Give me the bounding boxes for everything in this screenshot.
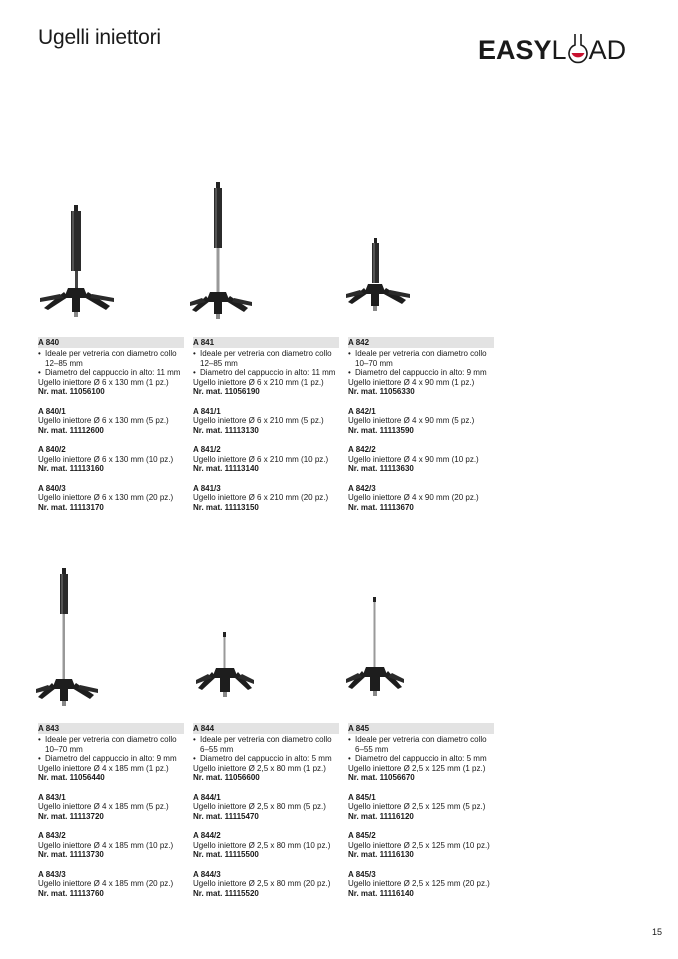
variant-code: A 844/1: [193, 792, 221, 802]
variant-material-number: Nr. mat. 11113630: [348, 464, 414, 473]
variant-material-number: Nr. mat. 11113150: [193, 502, 259, 512]
variant-code: A 844/3: [193, 869, 221, 879]
variant-block: [348, 484, 494, 513]
material-number: Nr. mat. 11056190: [193, 387, 260, 396]
product-description: Ugello iniettore Ø 6 x 210 mm (1 pz.): [193, 377, 324, 387]
variant-description: Ugello iniettore Ø 2,5 x 125 mm (20 pz.): [348, 879, 490, 888]
variant-material-number: Nr. mat. 11113670: [348, 502, 414, 512]
product-block: [193, 723, 339, 898]
variant-code: A 845/2: [348, 831, 376, 840]
product-description: Ugello iniettore Ø 4 x 90 mm (1 pz.): [348, 377, 475, 387]
variant-description: Ugello iniettore Ø 6 x 210 mm (10 pz.): [193, 454, 329, 464]
material-number: Nr. mat. 11056330: [348, 387, 415, 396]
variant-description: Ugello iniettore Ø 4 x 90 mm (10 pz.): [348, 454, 479, 464]
feature-list: [348, 349, 494, 378]
variant-material-number: Nr. mat. 11115520: [193, 888, 259, 898]
variant-description: Ugello iniettore Ø 4 x 185 mm (20 pz.): [38, 879, 174, 888]
product-block: [348, 723, 494, 898]
variant-block: [38, 870, 184, 899]
variant-block: [348, 445, 494, 474]
variant-code: A 843/1: [38, 792, 66, 802]
product-code: A 842: [348, 337, 494, 348]
feature-list: [38, 735, 184, 764]
variant-description: Ugello iniettore Ø 2,5 x 80 mm (20 pz.): [193, 879, 331, 888]
material-number: Nr. mat. 11056440: [38, 773, 105, 782]
variant-block: [348, 831, 494, 860]
variant-material-number: Nr. mat. 11113590: [348, 425, 414, 435]
variant-material-number: Nr. mat. 11113170: [38, 502, 104, 512]
variant-description: Ugello iniettore Ø 2,5 x 125 mm (10 pz.): [348, 840, 490, 850]
feature-item: • Ideale per vetreria con diametro collo 6–55 mm: [193, 735, 339, 754]
variant-material-number: Nr. mat. 11113130: [193, 425, 259, 435]
variant-code: A 841/2: [193, 445, 221, 454]
injector-nozzle-image-a842: [344, 232, 414, 322]
variant-block: [38, 831, 184, 860]
feature-item: • Diametro del cappuccio in alto: 5 mm: [348, 754, 494, 764]
variant-block: [193, 484, 339, 513]
product-block: [193, 337, 339, 512]
variant-code: A 840/2: [38, 445, 66, 454]
feature-list: [193, 735, 339, 764]
variant-material-number: Nr. mat. 11113720: [38, 811, 104, 821]
product-block: [38, 723, 184, 898]
variant-block: [38, 407, 184, 436]
material-number: Nr. mat. 11056600: [193, 773, 260, 782]
variant-block: [348, 407, 494, 436]
page-title: Ugelli iniettori: [38, 26, 161, 49]
variant-block: [193, 870, 339, 899]
product-block: [348, 337, 494, 512]
variant-code: A 842/2: [348, 445, 376, 454]
brand-logo: [478, 30, 626, 70]
variant-description: Ugello iniettore Ø 2,5 x 80 mm (5 pz.): [193, 802, 326, 811]
product-code: A 840: [38, 337, 184, 348]
product-description: Ugello iniettore Ø 4 x 185 mm (1 pz.): [38, 763, 169, 773]
variant-code: A 845/1: [348, 792, 376, 802]
variant-block: [38, 793, 184, 822]
feature-item: • Diametro del cappuccio in alto: 11 mm: [38, 368, 184, 378]
injector-nozzle-image-a845: [346, 595, 406, 710]
variant-code: A 844/2: [193, 831, 221, 840]
variant-description: Ugello iniettore Ø 6 x 130 mm (10 pz.): [38, 454, 174, 464]
variant-description: Ugello iniettore Ø 6 x 210 mm (20 pz.): [193, 493, 329, 502]
page-number: 15: [651, 927, 662, 937]
product-code: A 844: [193, 723, 339, 734]
injector-nozzle-image-a841: [190, 178, 260, 323]
variant-block: [193, 407, 339, 436]
variant-block: [193, 445, 339, 474]
variant-code: A 840/1: [38, 406, 66, 416]
variant-description: Ugello iniettore Ø 6 x 210 mm (5 pz.): [193, 416, 324, 425]
feature-list: [38, 349, 184, 378]
variant-block: [348, 870, 494, 899]
product-description: Ugello iniettore Ø 6 x 130 mm (1 pz.): [38, 377, 169, 387]
product-code: A 845: [348, 723, 494, 734]
logo-text-l: L: [551, 35, 567, 65]
feature-item: • Ideale per vetreria con diametro collo 10–70 mm: [38, 735, 184, 754]
variant-block: [348, 793, 494, 822]
flask-icon: [567, 30, 589, 70]
product-description: Ugello iniettore Ø 2,5 x 80 mm (1 pz.): [193, 763, 326, 773]
variant-description: Ugello iniettore Ø 4 x 90 mm (20 pz.): [348, 493, 479, 502]
injector-nozzle-image-a844: [196, 630, 256, 710]
feature-item: • Ideale per vetreria con diametro collo 12–85 mm: [193, 349, 339, 368]
variant-material-number: Nr. mat. 11116120: [348, 811, 414, 821]
material-number: Nr. mat. 11056670: [348, 773, 415, 782]
variant-code: A 841/3: [193, 483, 221, 493]
variant-material-number: Nr. mat. 11113760: [38, 888, 104, 898]
variant-material-number: Nr. mat. 11113140: [193, 464, 259, 473]
logo-text-bold: EASY: [478, 35, 552, 65]
logo-text-ad: AD: [588, 35, 627, 65]
variant-code: A 843/2: [38, 831, 66, 840]
variant-description: Ugello iniettore Ø 2,5 x 125 mm (5 pz.): [348, 802, 486, 811]
product-code: A 841: [193, 337, 339, 348]
variant-description: Ugello iniettore Ø 4 x 185 mm (10 pz.): [38, 840, 174, 850]
feature-item: • Ideale per vetreria con diametro collo 10–70 mm: [348, 349, 494, 368]
variant-description: Ugello iniettore Ø 2,5 x 80 mm (10 pz.): [193, 840, 331, 850]
product-code: A 843: [38, 723, 184, 734]
feature-item: • Ideale per vetreria con diametro collo 6–55 mm: [348, 735, 494, 754]
variant-description: Ugello iniettore Ø 4 x 185 mm (5 pz.): [38, 802, 169, 811]
product-description: Ugello iniettore Ø 2,5 x 125 mm (1 pz.): [348, 763, 486, 773]
variant-description: Ugello iniettore Ø 6 x 130 mm (20 pz.): [38, 493, 174, 502]
variant-code: A 842/3: [348, 483, 376, 493]
variant-code: A 841/1: [193, 406, 221, 416]
injector-nozzle-image-a843: [36, 565, 106, 710]
variant-material-number: Nr. mat. 11113730: [38, 850, 104, 859]
variant-material-number: Nr. mat. 11116140: [348, 888, 414, 898]
variant-code: A 845/3: [348, 869, 376, 879]
feature-list: [348, 735, 494, 764]
variant-code: A 840/3: [38, 483, 66, 493]
variant-code: A 842/1: [348, 406, 376, 416]
variant-material-number: Nr. mat. 11116130: [348, 850, 414, 859]
variant-material-number: Nr. mat. 11113160: [38, 464, 104, 473]
feature-item: • Diametro del cappuccio in alto: 9 mm: [348, 368, 494, 378]
variant-description: Ugello iniettore Ø 4 x 90 mm (5 pz.): [348, 416, 475, 425]
feature-item: • Ideale per vetreria con diametro collo 12–85 mm: [38, 349, 184, 368]
product-block: [38, 337, 184, 512]
feature-item: • Diametro del cappuccio in alto: 9 mm: [38, 754, 184, 764]
variant-description: Ugello iniettore Ø 6 x 130 mm (5 pz.): [38, 416, 169, 425]
variant-code: A 843/3: [38, 869, 66, 879]
feature-item: • Diametro del cappuccio in alto: 11 mm: [193, 368, 339, 378]
variant-material-number: Nr. mat. 11115470: [193, 811, 259, 821]
variant-block: [38, 484, 184, 513]
variant-block: [193, 793, 339, 822]
material-number: Nr. mat. 11056100: [38, 387, 105, 396]
feature-item: • Diametro del cappuccio in alto: 5 mm: [193, 754, 339, 764]
variant-block: [193, 831, 339, 860]
variant-material-number: Nr. mat. 11115500: [193, 850, 259, 859]
variant-material-number: Nr. mat. 11112600: [38, 425, 104, 435]
variant-block: [38, 445, 184, 474]
feature-list: [193, 349, 339, 378]
injector-nozzle-image-a840: [38, 200, 148, 320]
